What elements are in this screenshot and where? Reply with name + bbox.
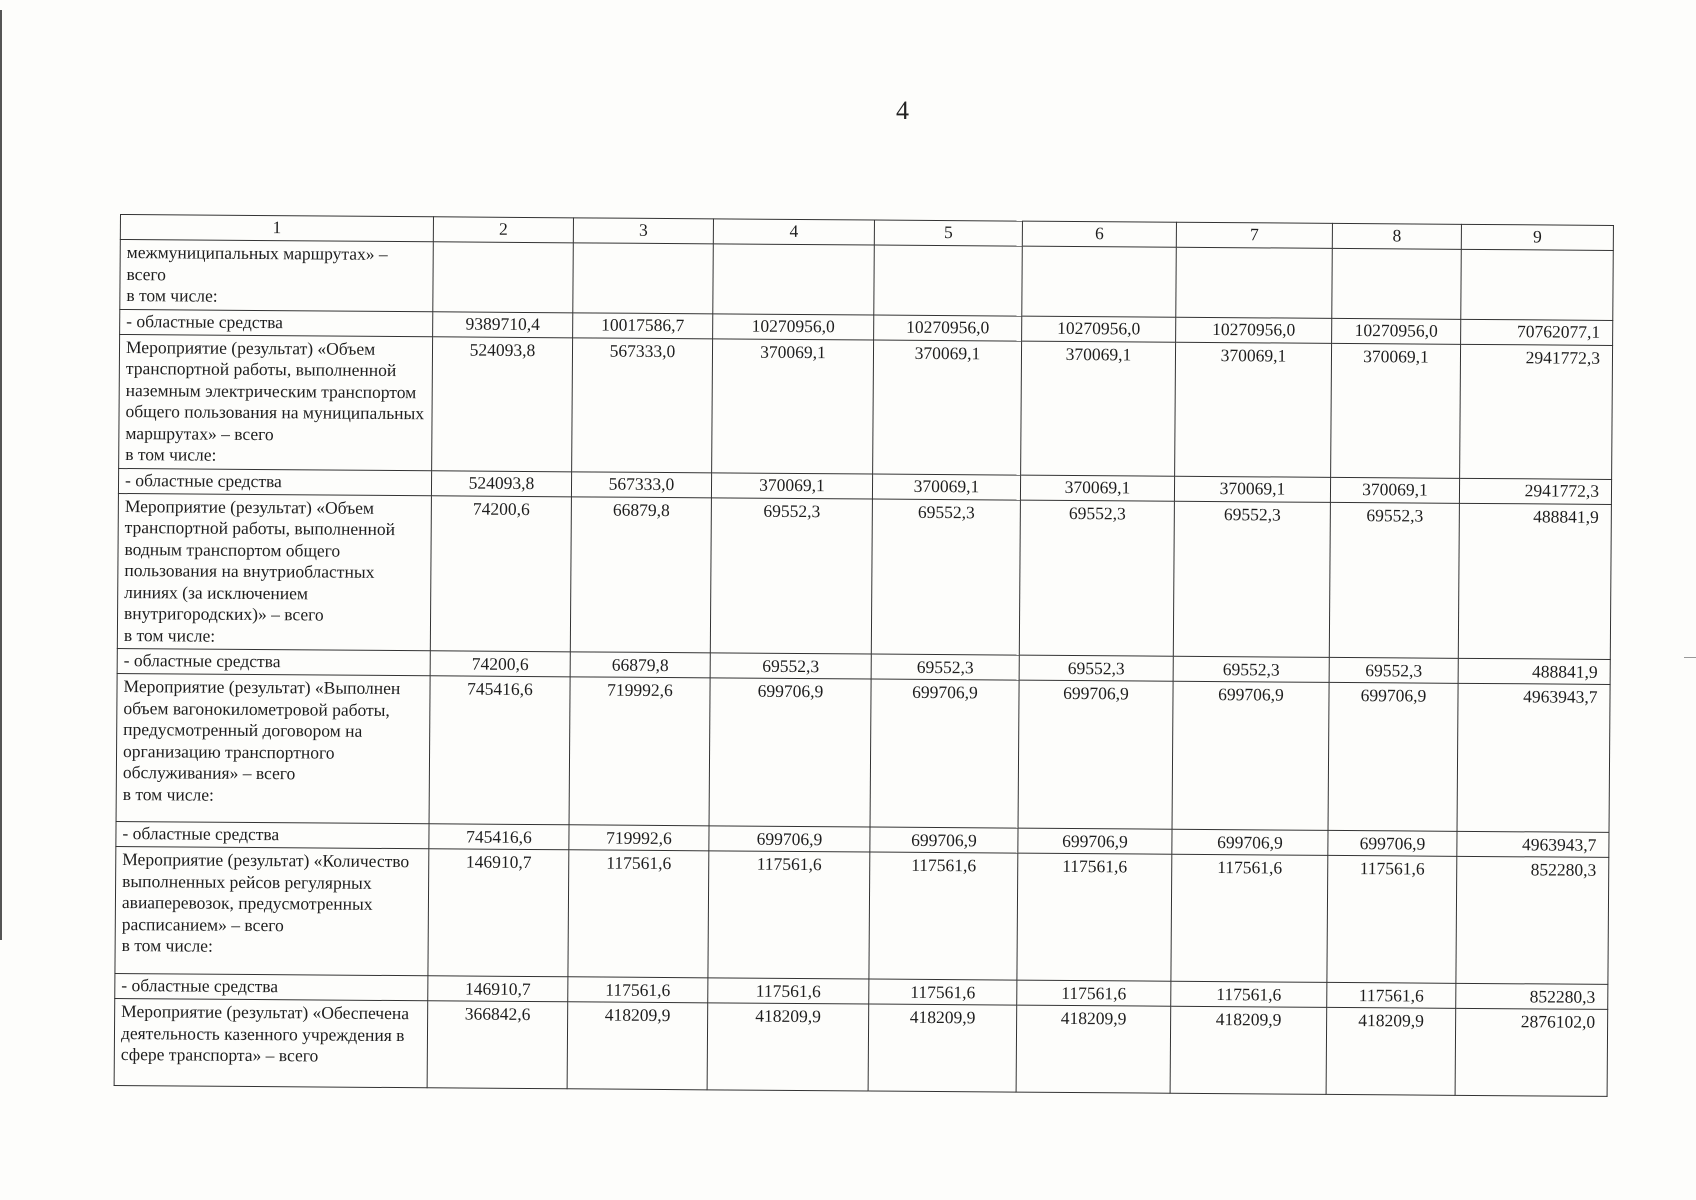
value-cell: 69552,3 xyxy=(710,653,871,679)
value-cell: 117561,6 xyxy=(1327,982,1456,1008)
header-cell: 9 xyxy=(1461,224,1613,250)
value-cell: 117561,6 xyxy=(708,851,870,979)
page-number: 4 xyxy=(896,96,909,125)
value-cell xyxy=(1022,246,1177,317)
value-cell: 719992,6 xyxy=(569,825,709,851)
budget-table xyxy=(114,214,1614,1097)
value-cell xyxy=(433,242,574,313)
funding-source-label: - областные средства xyxy=(117,648,430,675)
value-cell: 117561,6 xyxy=(1017,980,1171,1006)
value-cell: 117561,6 xyxy=(1171,854,1328,982)
value-cell: 370069,1 xyxy=(1021,341,1176,476)
value-cell: 117561,6 xyxy=(568,850,709,978)
value-cell: 699706,9 xyxy=(1172,681,1329,830)
value-cell: 69552,3 xyxy=(1173,656,1329,682)
value-cell: 524093,8 xyxy=(432,336,573,471)
value-cell: 146910,7 xyxy=(428,976,568,1002)
total-value-cell: 70762077,1 xyxy=(1461,319,1613,345)
activity-row xyxy=(117,493,1611,659)
activity-name: Мероприятие (результат) «Обеспечена деятельность казенного учреждения в сфере транспорта» – всего xyxy=(114,998,428,1087)
total-value-cell: 4963943,7 xyxy=(1457,683,1610,832)
value-cell: 699706,9 xyxy=(870,827,1018,853)
value-cell: 719992,6 xyxy=(569,677,710,826)
value-cell: 699706,9 xyxy=(870,679,1019,828)
value-cell: 524093,8 xyxy=(431,470,571,496)
value-cell: 117561,6 xyxy=(869,852,1018,980)
activity-row xyxy=(114,998,1608,1096)
funding-source-label: - областные средства xyxy=(118,468,431,495)
total-value-cell: 852280,3 xyxy=(1456,856,1609,984)
value-cell: 567333,0 xyxy=(572,337,713,472)
value-cell: 370069,1 xyxy=(1174,476,1330,502)
header-cell: 7 xyxy=(1176,222,1332,248)
scan-mark xyxy=(1684,657,1696,658)
value-cell: 745416,6 xyxy=(429,676,570,825)
value-cell: 699706,9 xyxy=(1172,829,1328,855)
value-cell: 418209,9 xyxy=(567,1002,708,1090)
value-cell: 146910,7 xyxy=(428,849,569,977)
value-cell: 69552,3 xyxy=(1019,500,1174,657)
activity-name: Мероприятие (результат) «Объем транспортной работы, выполненной водным транспортом общего пользования на внутриобластных линиях (за исключением внутригородских)» – всего в том числе: xyxy=(117,493,431,651)
value-cell: 370069,1 xyxy=(872,474,1020,500)
value-cell: 10270956,0 xyxy=(1332,318,1461,344)
funding-source-label: - областные средства xyxy=(115,973,428,1000)
value-cell: 66879,8 xyxy=(570,652,710,678)
value-cell: 10270956,0 xyxy=(1022,316,1176,342)
activity-name: Мероприятие (результат) «Объем транспортной работы, выполненной наземным электрическим транспортом общего пользования на муниципальных маршрутах» – всего в том числе: xyxy=(119,334,433,470)
value-cell: 66879,8 xyxy=(570,496,711,653)
value-cell: 418209,9 xyxy=(1326,1007,1456,1095)
value-cell: 699706,9 xyxy=(1018,828,1172,854)
value-cell xyxy=(1176,247,1333,318)
value-cell: 74200,6 xyxy=(430,651,570,677)
activity-row xyxy=(119,334,1613,479)
header-cell: 8 xyxy=(1332,223,1461,249)
activity-row xyxy=(120,240,1613,320)
value-cell: 69552,3 xyxy=(1329,657,1458,683)
total-value-cell: 4963943,7 xyxy=(1457,831,1609,857)
value-cell: 418209,9 xyxy=(1170,1006,1327,1094)
value-cell: 10270956,0 xyxy=(874,315,1022,341)
scan-edge-line xyxy=(0,10,2,940)
value-cell: 117561,6 xyxy=(869,979,1017,1005)
value-cell: 418209,9 xyxy=(707,1003,869,1091)
value-cell: 370069,1 xyxy=(712,338,874,473)
value-cell: 69552,3 xyxy=(871,499,1020,656)
header-cell: 5 xyxy=(874,220,1022,246)
value-cell: 10270956,0 xyxy=(713,313,874,339)
value-cell: 117561,6 xyxy=(568,977,708,1003)
value-cell: 370069,1 xyxy=(711,472,872,498)
value-cell xyxy=(713,244,875,315)
value-cell: 69552,3 xyxy=(710,497,872,654)
value-cell: 370069,1 xyxy=(1331,343,1461,478)
value-cell: 699706,9 xyxy=(709,826,870,852)
activity-name: межмуниципальных маршрутах» – всего в том числе: xyxy=(120,240,434,312)
value-cell: 117561,6 xyxy=(1327,855,1457,983)
total-value-cell: 488841,9 xyxy=(1458,503,1611,660)
funding-source-label: - областные средства xyxy=(116,821,429,848)
header-cell: 6 xyxy=(1022,221,1176,247)
value-cell xyxy=(573,243,714,314)
value-cell: 10270956,0 xyxy=(1176,317,1332,343)
value-cell: 370069,1 xyxy=(1020,475,1174,501)
header-cell: 3 xyxy=(573,218,713,244)
value-cell: 418209,9 xyxy=(868,1004,1017,1092)
value-cell: 69552,3 xyxy=(1329,502,1459,658)
activity-name: Мероприятие (результат) «Выполнен объем вагонокилометровой работы, предусмотренный договором на организацию транспортного обслуживания» – всего в том числе: xyxy=(116,673,430,823)
value-cell: 699706,9 xyxy=(709,678,871,827)
value-cell: 10017586,7 xyxy=(573,312,713,338)
activity-row xyxy=(116,673,1610,832)
value-cell: 745416,6 xyxy=(429,824,569,850)
table-body xyxy=(114,240,1613,1097)
value-cell xyxy=(1332,248,1462,318)
value-cell: 370069,1 xyxy=(1175,342,1332,477)
value-cell: 699706,9 xyxy=(1328,682,1458,831)
header-cell: 4 xyxy=(713,219,874,245)
activity-name: Мероприятие (результат) «Количество выполненных рейсов регулярных авиаперевозок, предусмотренных расписанием» – всего в том числе: xyxy=(115,846,429,975)
value-cell: 69552,3 xyxy=(1019,655,1173,681)
total-value-cell: 488841,9 xyxy=(1458,658,1610,684)
total-value-cell xyxy=(1461,249,1614,320)
activity-row xyxy=(115,846,1609,984)
value-cell: 117561,6 xyxy=(1171,981,1327,1007)
value-cell: 69552,3 xyxy=(1173,501,1330,658)
funding-source-label: - областные средства xyxy=(120,309,433,336)
value-cell: 370069,1 xyxy=(873,340,1022,475)
value-cell: 117561,6 xyxy=(1017,853,1172,981)
value-cell: 9389710,4 xyxy=(433,311,573,337)
total-value-cell: 2941772,3 xyxy=(1460,344,1613,479)
value-cell: 699706,9 xyxy=(1328,830,1457,856)
value-cell: 418209,9 xyxy=(1016,1005,1171,1093)
header-cell: 2 xyxy=(433,217,573,243)
value-cell: 117561,6 xyxy=(708,978,869,1004)
value-cell: 699706,9 xyxy=(1018,680,1173,829)
value-cell xyxy=(874,245,1023,316)
value-cell: 567333,0 xyxy=(571,471,711,497)
value-cell: 370069,1 xyxy=(1330,477,1459,503)
value-cell: 366842,6 xyxy=(427,1001,568,1089)
total-value-cell: 852280,3 xyxy=(1456,983,1608,1009)
value-cell: 74200,6 xyxy=(430,495,571,652)
total-value-cell: 2876102,0 xyxy=(1455,1008,1608,1096)
header-cell: 1 xyxy=(120,215,433,242)
value-cell: 69552,3 xyxy=(871,654,1019,680)
total-value-cell: 2941772,3 xyxy=(1459,478,1611,504)
